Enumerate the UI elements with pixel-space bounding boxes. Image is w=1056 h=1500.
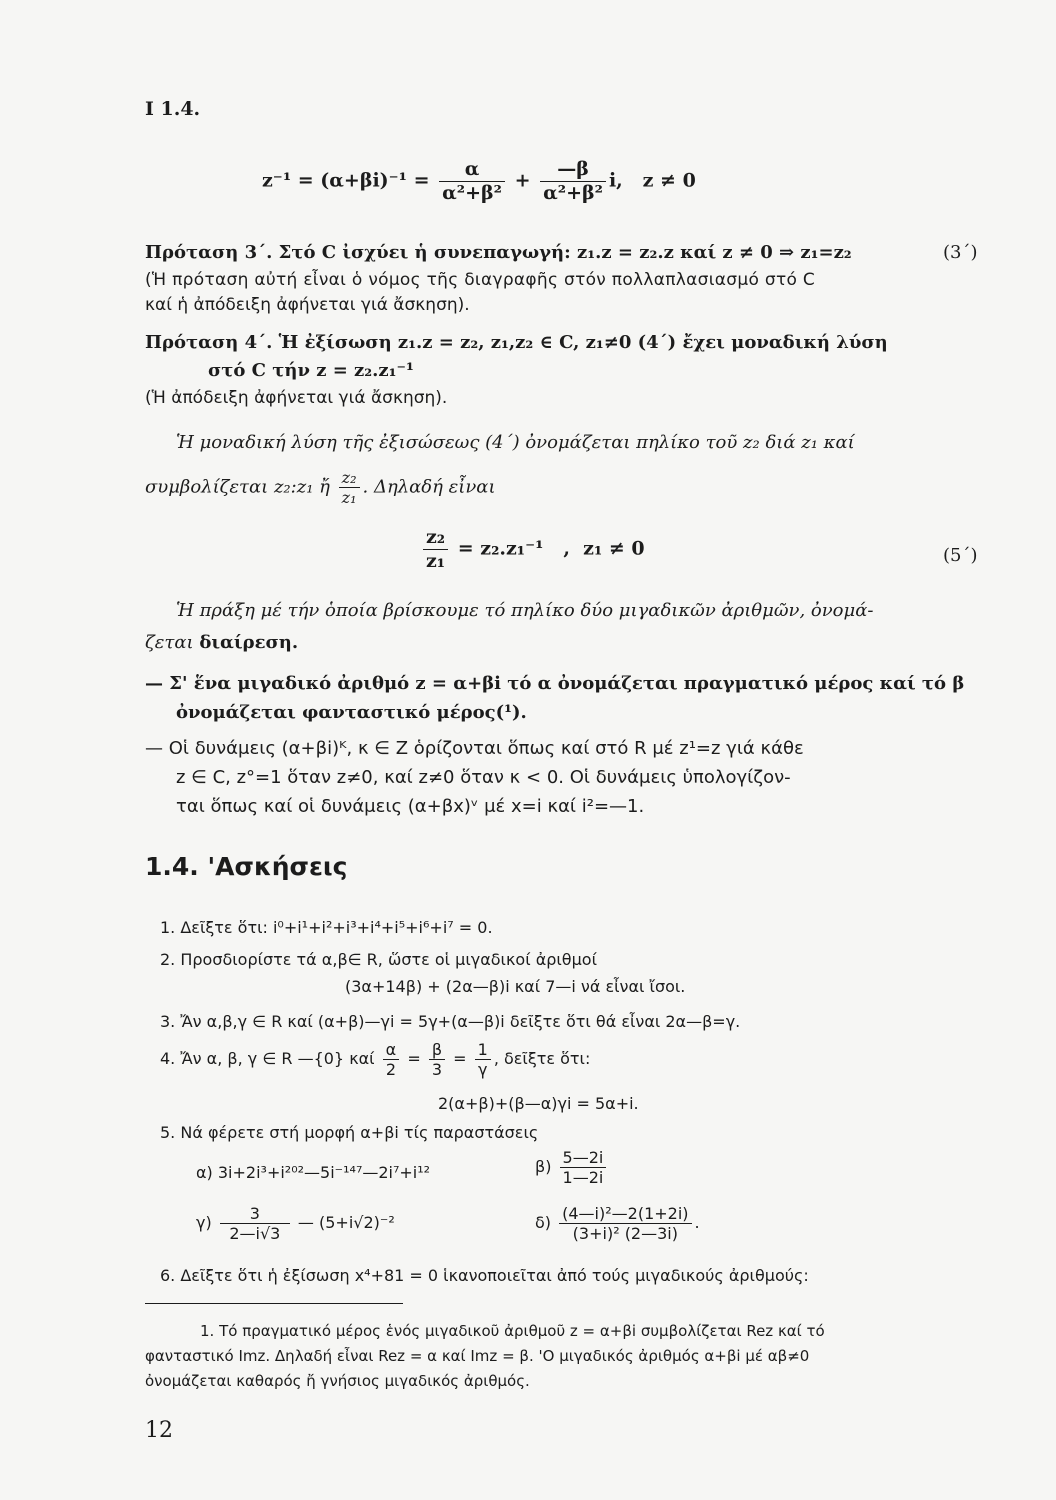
exercise-1: 1. Δεῖξτε ὅτι: i⁰+i¹+i²+i³+i⁴+i⁵+i⁶+i⁷ = 0. — [160, 918, 493, 937]
exercises-heading: 1.4. 'Ασκήσεις — [145, 852, 348, 881]
exercise-5: 5. Νά φέρετε στή μορφή α+βi τίς παραστάσεις — [160, 1123, 539, 1142]
footnote-separator — [145, 1303, 403, 1304]
quotient-fraction: $\frac{\text{z₂}}{\text{z₁}}$ — [339, 468, 360, 507]
remark-powers-1: — Οἱ δυνάμεις (α+βi)ᴷ, κ ∈ Z ὁρίζονται ὅπως καί στό R μέ z¹=z γιά κάθε — [145, 738, 804, 759]
exercise-4-line-1: 4. Ἄν α, β, γ ∈ R —{0} καί $\frac{\alpha}{2}$ = $\frac{\beta}{3}$ = $\frac{1}{\gamma}$ , δεῖξτε ὅτι: — [160, 1040, 591, 1080]
exercise-6: 6. Δεῖξτε ὅτι ἡ ἐξίσωση x⁴+81 = 0 ἱκανοποιεῖται ἀπό τούς μιγαδικούς ἀριθμούς: — [160, 1266, 809, 1285]
exercise-3: 3. Ἄν α,β,γ ∈ R καί (α+β)—γi = 5γ+(α—β)i δεῖξτε ὅτι θά εἶναι 2α—β=γ. — [160, 1012, 741, 1031]
exercise-4-line-2: 2(α+β)+(β—α)γi = 5α+i. — [438, 1094, 639, 1113]
quotient-definition-2: συμβολίζεται z₂:z₁ ἤ $\frac{\text{z₂}}{\text{z₁}}$ . Δηλαδή εἶναι — [145, 468, 496, 508]
proposition-4-line-2: στό C τήν z = z₂.z₁⁻¹ — [208, 360, 414, 381]
formula-fraction-2: $\frac{—\beta}{\text{α²+β²}}$ — [540, 158, 606, 205]
quotient-definition-1: Ἡ μοναδική λύση τῆς ἐξισώσεως (4΄) ὀνομάζεται πηλίκο τοῦ z₂ διά z₁ καί — [176, 432, 855, 453]
formula-plus: + — [514, 169, 531, 192]
division-definition-2: ζεται διαίρεση. — [145, 632, 299, 653]
proposition-3-heading: Πρόταση 3΄. Στό C ἰσχύει ἡ συνεπαγωγή: z₁.z = z₂.z καί z ≠ 0 ⇒ z₁=z₂ — [145, 242, 852, 263]
exercise-4-fraction-3: $\frac{1}{\gamma}$ — [475, 1040, 491, 1079]
formula-fraction-1: $\frac{\alpha}{\text{α²+β²}}$ — [439, 158, 505, 205]
inverse-formula — [262, 158, 696, 205]
proposition-3-note-1: (Ἡ πρόταση αὐτή εἶναι ὁ νόμος τῆς διαγραφῆς στόν πολλαπλασιασμό στό C — [145, 270, 816, 290]
remark-real-part-2: ὀνομάζεται φανταστικό μέρος(¹). — [176, 702, 527, 723]
exercise-5d-fraction: $\frac{\text{(4—i)²—2(1+2i)}}{\text{(3+i)² (2—3i)}}$ — [559, 1204, 691, 1243]
exercise-5c-fraction: $\frac{3}{2—i√3}$ — [220, 1204, 290, 1243]
proposition-3-tag: (3΄) — [943, 242, 978, 263]
exercise-5b: β) $\frac{5—2i}{1—2i}$ — [535, 1148, 609, 1187]
remark-powers-3: ται ὅπως καί οἱ δυνάμεις (α+βx)ᵛ μέ x=i καί i²=—1. — [176, 796, 645, 817]
footnote-line-3: ὀνομάζεται καθαρός ἤ γνήσιος μιγαδικός ἀριθμός. — [145, 1372, 530, 1390]
exercise-5d: δ) $\frac{\text{(4—i)²—2(1+2i)}}{\text{(3+i)² (2—3i)}}$ . — [535, 1204, 700, 1244]
quotient-eq-fraction: $\frac{\text{z₂}}{\text{z₁}}$ — [423, 526, 448, 573]
exercise-5a: α) 3i+2i³+i²⁰²—5i⁻¹⁴⁷—2i⁷+i¹² — [196, 1163, 431, 1182]
exercise-2-line-1: 2. Προσδιορίστε τά α,β∈ R, ὥστε οἱ μιγαδικοί ἀριθμοί — [160, 950, 597, 969]
proposition-4-note: (Ἡ ἀπόδειξη ἀφήνεται γιά ἄσκηση). — [145, 388, 448, 408]
quotient-equation: $\frac{\text{z₂}}{\text{z₁}}$ = z₂.z₁⁻¹ , z₁ ≠ 0 — [420, 526, 645, 573]
formula-tail: i, z ≠ 0 — [608, 169, 696, 192]
quotient-eq-tag: (5΄) — [943, 545, 978, 566]
formula-lhs: z⁻¹ = (α+βi)⁻¹ = — [262, 169, 430, 192]
exercise-4-fraction-2: $\frac{\beta}{3}$ — [429, 1040, 445, 1079]
exercise-4-fraction-1: $\frac{\alpha}{2}$ — [383, 1040, 400, 1079]
division-definition-1: Ἡ πράξη μέ τήν ὁποία βρίσκουμε τό πηλίκο δύο μιγαδικῶν ἀριθμῶν, ὀνομά- — [176, 600, 874, 621]
proposition-3-note-2: καί ἡ ἀπόδειξη ἀφήνεται γιά ἄσκηση). — [145, 295, 470, 315]
page-number: 12 — [145, 1418, 173, 1443]
remark-real-part-1: — Σ' ἕνα μιγαδικό ἀριθμό z = α+βi τό α ὀνομάζεται πραγματικό μέρος καί τό β — [145, 673, 965, 694]
footnote-line-1: 1. Τό πραγματικό μέρος ἑνός μιγαδικοῦ ἀριθμοῦ z = α+βi συμβολίζεται Rez καί τό — [200, 1322, 825, 1340]
footnote-line-2: φανταστικό Imz. Δηλαδή εἶναι Rez = α καί Imz = β. 'Ο μιγαδικός ἀριθμός α+βi μέ αβ≠0 — [145, 1347, 810, 1365]
exercise-5c: γ) $\frac{3}{2—i√3}$ — (5+i√2)⁻² — [196, 1204, 395, 1244]
remark-powers-2: z ∈ C, z°=1 ὅταν z≠0, καί z≠0 ὅταν κ < 0. Οἱ δυνάμεις ὑπολογίζον- — [176, 767, 791, 788]
proposition-4-line-1: Πρόταση 4΄. Ἡ ἐξίσωση z₁.z = z₂, z₁,z₂ ∈ C, z₁≠0 (4΄) ἔχει μοναδική λύση — [145, 332, 888, 353]
exercise-2-line-2: (3α+14β) + (2α—β)i καί 7—i νά εἶναι ἴσοι. — [345, 977, 686, 996]
section-header: Ι 1.4. — [145, 98, 201, 120]
exercise-5b-fraction: $\frac{5—2i}{1—2i}$ — [560, 1148, 607, 1187]
